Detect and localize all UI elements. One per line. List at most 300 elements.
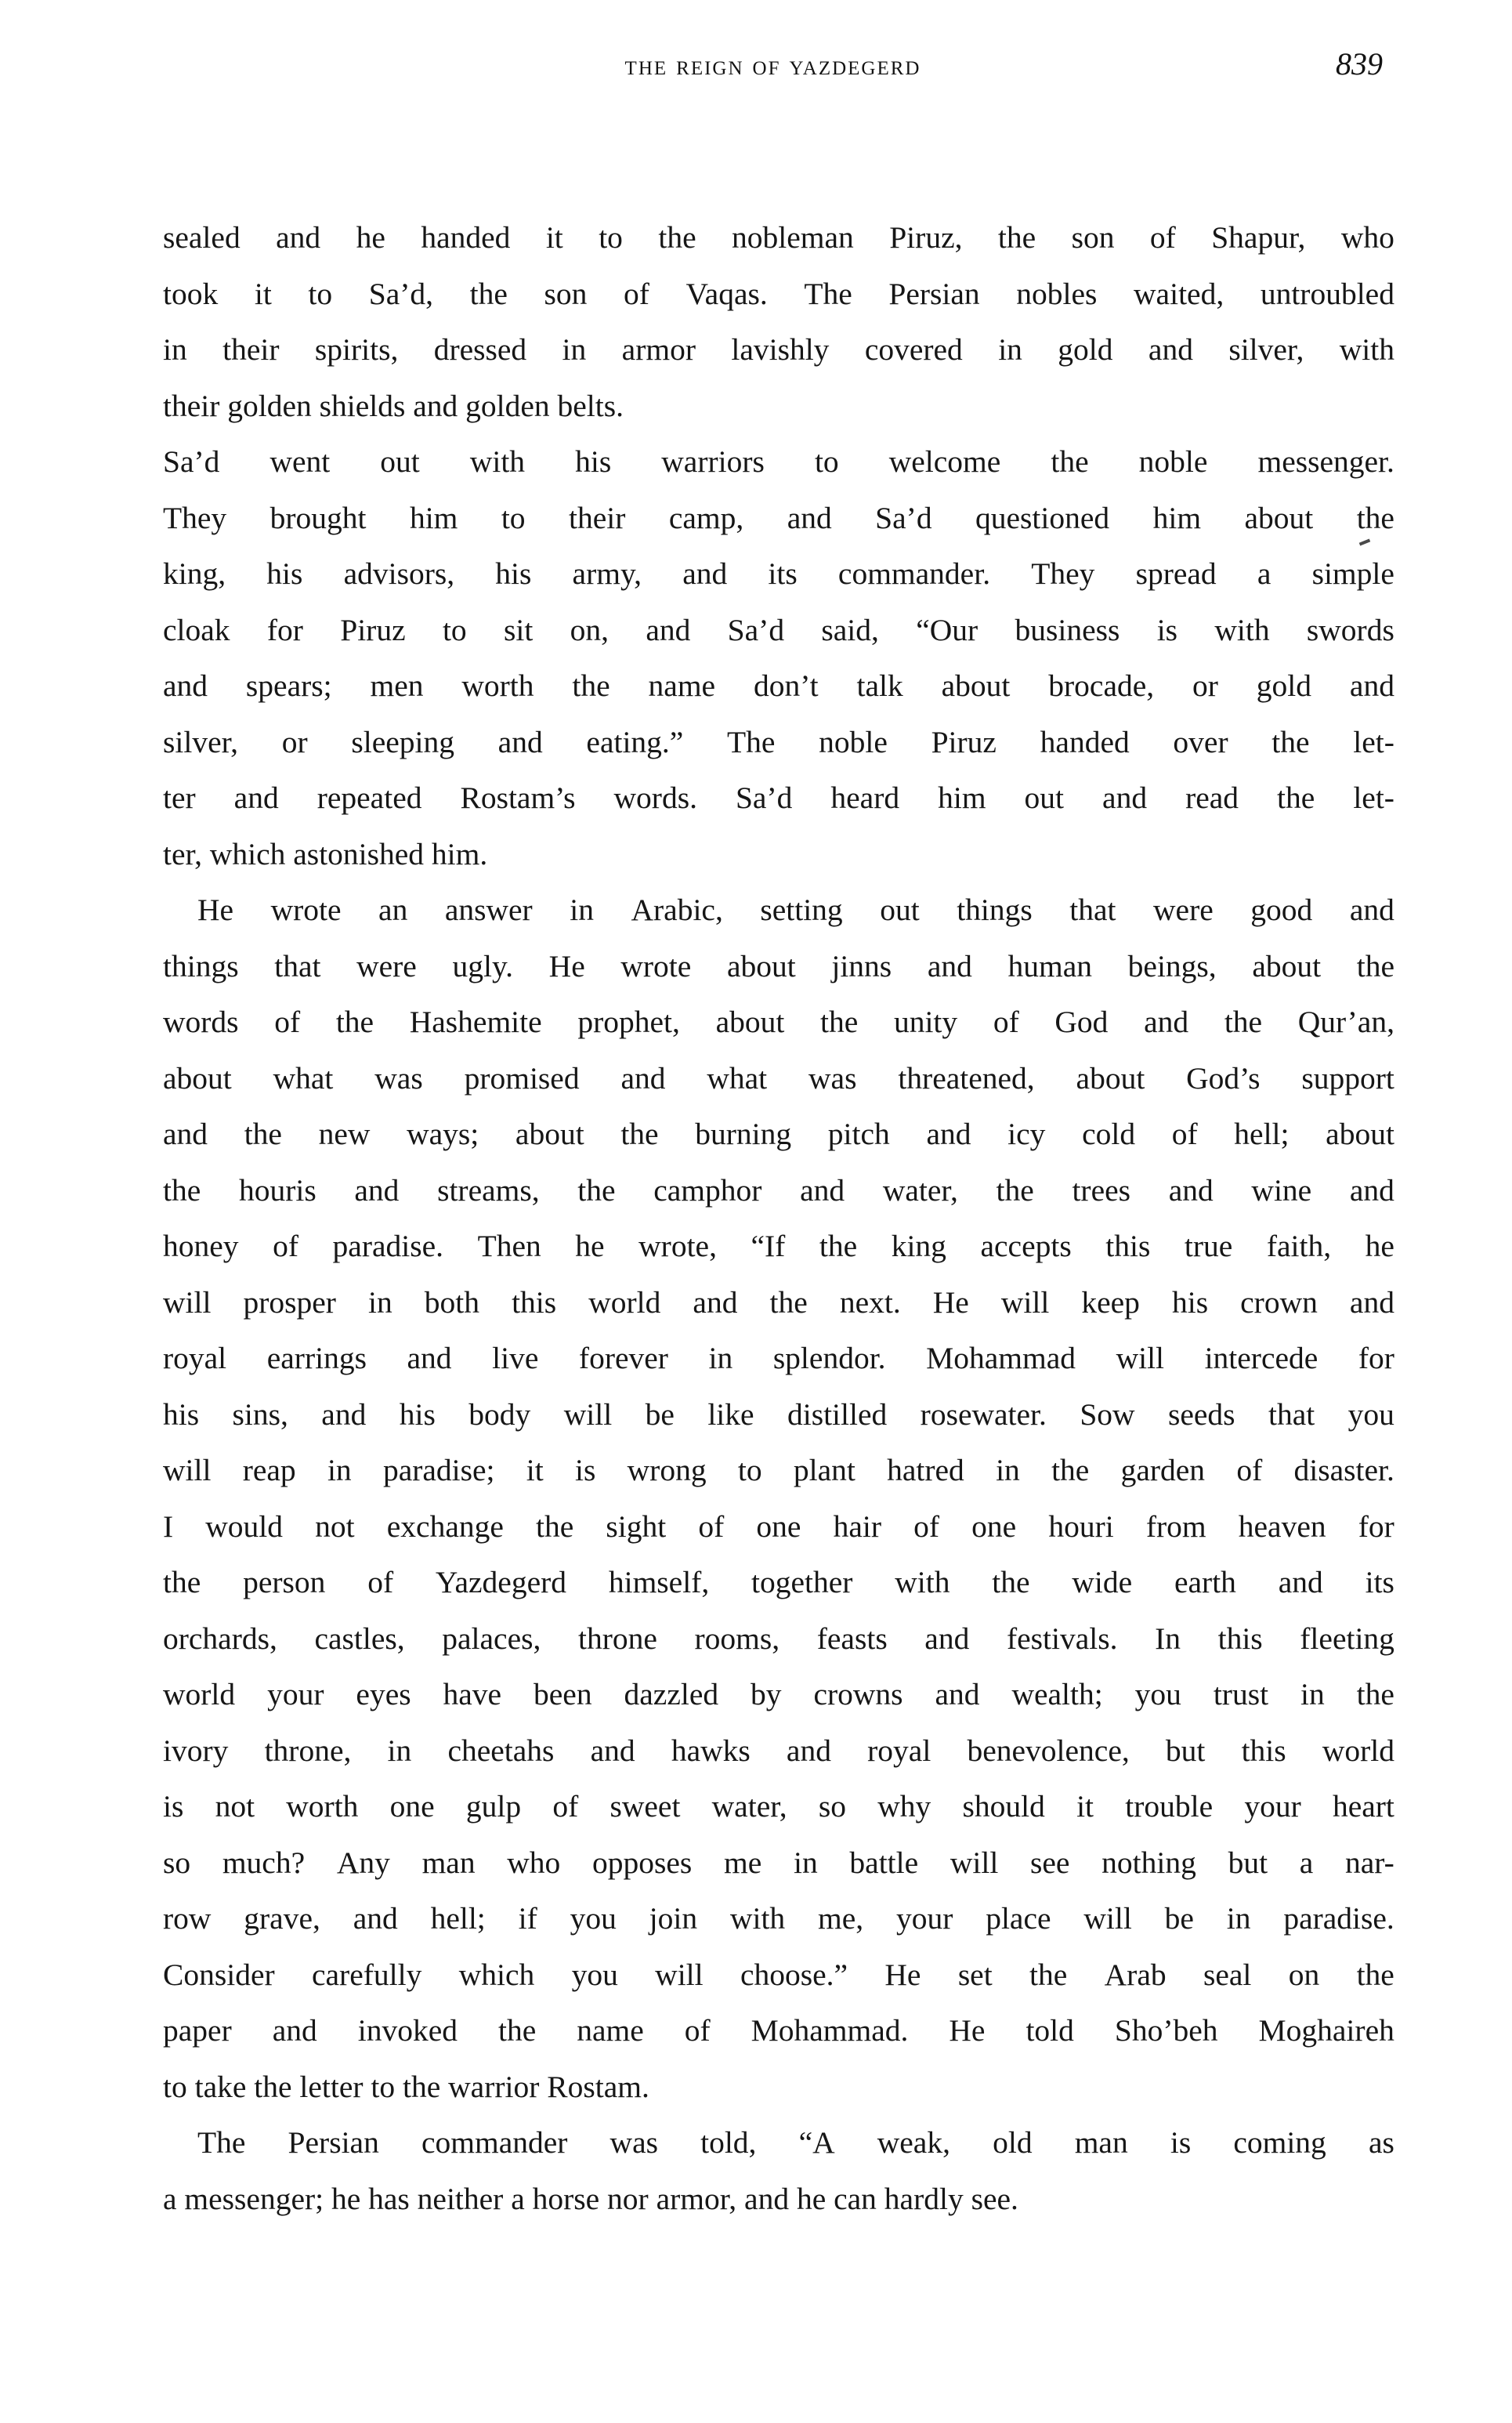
word: spirits, (314, 332, 399, 367)
word: king (891, 1229, 946, 1263)
word: and (590, 1733, 635, 1768)
word: and (786, 1733, 831, 1768)
word: that (1069, 893, 1116, 927)
word: The (727, 724, 776, 759)
word: and (1349, 668, 1394, 703)
word: this (1217, 1621, 1263, 1656)
word: beings, (1127, 948, 1217, 983)
word: should (962, 1789, 1045, 1824)
word: nobles (1016, 276, 1098, 311)
word: you (1347, 1396, 1394, 1432)
word: wrong (627, 1453, 707, 1487)
word: reap (242, 1453, 296, 1487)
word: simple (1311, 556, 1394, 591)
word: is (1170, 2125, 1192, 2160)
paragraph-persian-commander (163, 2115, 1394, 2227)
text-line (163, 210, 1394, 266)
word: name (648, 668, 716, 703)
word: to (442, 612, 467, 647)
word: rooms, (694, 1621, 780, 1656)
word: row (163, 1901, 212, 1936)
word: faith, (1266, 1229, 1332, 1263)
word: Yazdegerd (435, 1565, 567, 1599)
word: worth (286, 1789, 359, 1824)
text-line (163, 1947, 1394, 2004)
word: one (971, 1508, 1017, 1544)
word: garden (1120, 1453, 1206, 1487)
word: so (163, 1845, 191, 1880)
word: one (756, 1508, 801, 1544)
word: unity (893, 1005, 958, 1039)
word: the (1051, 1453, 1090, 1487)
word: about (515, 1117, 584, 1151)
word: covered (864, 332, 963, 367)
word: said, (821, 612, 879, 647)
word: throne, (264, 1733, 352, 1768)
word: for (1358, 1508, 1394, 1544)
word: prosper (243, 1284, 336, 1320)
word: Then (477, 1229, 541, 1263)
word: will (163, 1453, 212, 1487)
word: from (1145, 1508, 1206, 1544)
word: told (1025, 2013, 1074, 2048)
word: prophet, (577, 1005, 680, 1039)
word: were (356, 948, 417, 983)
text-line (163, 1163, 1394, 1219)
word: will (950, 1845, 999, 1880)
word: is (163, 1789, 184, 1824)
word: with (729, 1901, 786, 1936)
word: earrings (266, 1341, 367, 1375)
word: this (1105, 1229, 1151, 1263)
word: the (163, 1565, 201, 1599)
word: nothing (1101, 1845, 1196, 1880)
word: took (163, 276, 219, 311)
word: festivals. (1006, 1621, 1118, 1656)
word: repeated (317, 781, 422, 815)
word: person (243, 1565, 326, 1599)
text-line (163, 1387, 1394, 1443)
word: man (1074, 2125, 1128, 2160)
word: Persian (888, 276, 980, 311)
word: hair (833, 1508, 881, 1544)
word: that (274, 948, 321, 983)
word: noble (1138, 444, 1208, 479)
word: out (1024, 781, 1065, 815)
word: your (267, 1677, 324, 1711)
word: it (1076, 1789, 1094, 1824)
word: ivory (163, 1733, 229, 1768)
word: royal (163, 1341, 227, 1375)
word: will (1083, 1901, 1132, 1936)
word: paradise. (332, 1229, 444, 1263)
word: brought (269, 500, 367, 535)
word: their (222, 332, 280, 367)
word: him (409, 500, 458, 535)
word: let- (1353, 781, 1394, 815)
text-line (163, 1611, 1394, 1668)
word: the (1029, 1957, 1068, 1992)
word: carefully (311, 1957, 422, 1992)
word: the (469, 276, 508, 311)
word: in (570, 893, 594, 927)
word: Any (336, 1845, 390, 1880)
word: messenger. (1257, 444, 1394, 479)
word: trees (1072, 1172, 1131, 1208)
word: to (501, 500, 526, 535)
word: orchards, (163, 1621, 277, 1656)
word: battle (849, 1845, 919, 1880)
word: brocade, (1048, 668, 1155, 703)
word: of (913, 1508, 940, 1544)
word: went (269, 444, 331, 479)
word: of (684, 2013, 711, 2048)
text-line (163, 994, 1394, 1051)
word: its (1365, 1565, 1394, 1599)
word: untroubled (1260, 276, 1394, 311)
word: let- (1353, 724, 1394, 759)
word: “A (798, 2125, 835, 2160)
word: see (1030, 1845, 1070, 1880)
word: their (569, 500, 626, 535)
word: and (163, 668, 208, 703)
word: crowns (813, 1677, 903, 1711)
word: of (367, 1565, 394, 1599)
word: to (308, 276, 333, 311)
word: burning (695, 1117, 792, 1151)
word: noble (819, 724, 888, 759)
word: throne (577, 1621, 657, 1656)
text-line (163, 658, 1394, 715)
word: he (575, 1229, 605, 1263)
text-line (163, 266, 1394, 323)
text-line (163, 1667, 1394, 1723)
word: not (315, 1508, 355, 1544)
word: paradise; (382, 1453, 495, 1487)
word: you (1134, 1677, 1181, 1711)
word: and (646, 612, 691, 647)
word: He (197, 893, 234, 927)
word: handed (421, 220, 511, 255)
word: cloak (163, 612, 230, 647)
word: gulp (465, 1789, 522, 1824)
word: he (356, 220, 385, 255)
word: who (1340, 220, 1394, 255)
word: of (273, 1229, 298, 1263)
text-line: their golden shields and golden belts. (163, 388, 624, 423)
word: good (1250, 893, 1313, 927)
word: water, (711, 1789, 787, 1824)
word: hatred (887, 1453, 964, 1487)
word: business (1015, 612, 1120, 647)
word: place (986, 1901, 1051, 1936)
word: been (534, 1677, 592, 1711)
word: choose.” (740, 1957, 848, 1992)
word: Hashemite (409, 1005, 542, 1039)
word: the (1356, 1677, 1394, 1711)
word: out (880, 893, 920, 927)
word: setting (760, 893, 843, 927)
word: will (563, 1396, 613, 1432)
word: men (370, 668, 424, 703)
word: “Our (916, 612, 978, 647)
word: about (715, 1005, 785, 1039)
word: They (1031, 556, 1095, 591)
word: set (957, 1957, 993, 1992)
word: but (1165, 1733, 1206, 1768)
word: him (938, 781, 986, 815)
word: disaster. (1293, 1453, 1394, 1487)
word: spears; (245, 668, 332, 703)
word: wealth; (1011, 1677, 1103, 1711)
word: the (820, 1005, 859, 1039)
text-line (163, 1275, 1394, 1331)
word: world (1322, 1733, 1394, 1768)
word: which (458, 1957, 535, 1992)
word: benevolence, (967, 1733, 1130, 1768)
word: Sow (1080, 1396, 1135, 1432)
text-line (163, 491, 1394, 547)
word: weak, (877, 2125, 950, 2160)
word: questioned (975, 500, 1110, 535)
word: of (1149, 220, 1176, 255)
text-line (163, 2003, 1394, 2059)
word: with (1214, 612, 1270, 647)
word: read (1185, 781, 1239, 815)
word: your (1244, 1789, 1301, 1824)
word: spread (1135, 556, 1217, 591)
word: keep (1081, 1284, 1140, 1320)
word: his (266, 556, 303, 591)
word: on (1288, 1957, 1320, 1992)
word: would (205, 1508, 284, 1544)
word: ter (163, 781, 196, 815)
word: son (1071, 220, 1115, 255)
word: on, (570, 612, 609, 647)
word: of (1171, 1117, 1198, 1151)
word: of (552, 1789, 579, 1824)
word: eating.” (586, 724, 684, 759)
word: gold (1256, 668, 1312, 703)
word: his (163, 1396, 200, 1432)
word: the (1356, 500, 1394, 535)
word: wide (1072, 1565, 1133, 1599)
word: in (387, 1733, 412, 1768)
word: the (620, 1117, 659, 1151)
word: and (1144, 1005, 1189, 1039)
word: his (399, 1396, 436, 1432)
word: it (254, 276, 272, 311)
text-line (163, 1331, 1394, 1387)
word: an (378, 893, 408, 927)
word: and (233, 781, 279, 815)
word: coming (1233, 2125, 1326, 2160)
word: about (941, 668, 1011, 703)
word: heaven (1238, 1508, 1326, 1544)
word: things (957, 893, 1033, 927)
word: a (1299, 1845, 1314, 1880)
word: for (1358, 1341, 1394, 1375)
word: Piruz (931, 724, 997, 759)
word: will (655, 1957, 704, 1992)
word: and (1148, 332, 1193, 367)
word: support (1301, 1060, 1394, 1096)
word: welcome (888, 444, 1001, 479)
word: Sa’d (727, 612, 785, 647)
word: about (163, 1060, 232, 1096)
word: exchange (386, 1508, 504, 1544)
word: this (512, 1284, 557, 1320)
word: ways; (407, 1117, 479, 1151)
text-line (163, 882, 1394, 939)
word: Moghaireh (1258, 2013, 1394, 2048)
word: camp, (668, 500, 744, 535)
text-line (163, 1443, 1394, 1499)
word: The (804, 276, 852, 311)
word: it (526, 1453, 544, 1487)
text-line (163, 1051, 1394, 1107)
word: the (1051, 444, 1089, 479)
word: in (793, 1845, 818, 1880)
word: that (1268, 1396, 1315, 1432)
word: “If (751, 1229, 786, 1263)
word: I (163, 1508, 174, 1544)
word: and (497, 724, 543, 759)
word: royal (867, 1733, 931, 1768)
word: plant (793, 1453, 855, 1487)
word: the (244, 1117, 282, 1151)
word: one (389, 1789, 435, 1824)
word: water, (882, 1172, 958, 1208)
word: and (1349, 1284, 1394, 1320)
word: will (163, 1284, 212, 1320)
word: who (507, 1845, 561, 1880)
word: words (163, 1005, 239, 1039)
word: you (571, 1957, 618, 1992)
word: and (353, 1901, 398, 1936)
word: in (998, 332, 1022, 367)
word: Consider (163, 1957, 275, 1992)
word: the (572, 668, 610, 703)
word: words. (613, 781, 697, 815)
word: fleeting (1300, 1621, 1394, 1656)
word: forever (578, 1341, 668, 1375)
word: be (645, 1396, 675, 1432)
word: silver, (163, 724, 239, 759)
word: much? (222, 1845, 306, 1880)
word: sight (606, 1508, 667, 1544)
word: Shapur, (1211, 220, 1306, 255)
page-number: 839 (1336, 46, 1383, 81)
word: new (318, 1117, 371, 1151)
word: He (884, 1957, 921, 1992)
word: what (707, 1060, 768, 1096)
word: pitch (827, 1117, 890, 1151)
word: dazzled (624, 1677, 719, 1711)
word: it (545, 220, 563, 255)
text-line (163, 939, 1394, 995)
word: and (1349, 1172, 1394, 1208)
word: warriors (661, 444, 765, 479)
word: true (1184, 1229, 1233, 1263)
word: Arab (1104, 1957, 1167, 1992)
word: Arabic, (631, 893, 723, 927)
word: the (163, 1172, 201, 1208)
word: don’t (753, 668, 819, 703)
word: eyes (356, 1677, 411, 1711)
word: God’s (1186, 1060, 1261, 1096)
word: sweet (610, 1789, 681, 1824)
word: the (1356, 1957, 1394, 1992)
word: and (926, 1117, 971, 1151)
running-head-title: the reign of yazdegerd (624, 49, 921, 81)
word: in (1300, 1677, 1325, 1711)
word: his (495, 556, 532, 591)
word: seeds (1168, 1396, 1235, 1432)
word: answer (444, 893, 533, 927)
word: castles, (314, 1621, 405, 1656)
word: accepts (980, 1229, 1072, 1263)
word: Piruz (340, 612, 406, 647)
text-line (163, 603, 1394, 659)
word: the (992, 1565, 1030, 1599)
word: distilled (787, 1396, 888, 1432)
text-line (163, 1723, 1394, 1780)
word: Sa’d (735, 781, 793, 815)
word: the (577, 1172, 616, 1208)
word: this (1241, 1733, 1286, 1768)
word: the (536, 1508, 574, 1544)
word: Mohammad (926, 1341, 1076, 1375)
word: commander (421, 2125, 568, 2160)
word: hawks (671, 1733, 751, 1768)
word: the (335, 1005, 374, 1039)
text-line (163, 1499, 1394, 1556)
word: In (1155, 1621, 1181, 1656)
word: me, (818, 1901, 864, 1936)
word: to (814, 444, 839, 479)
word: houris (238, 1172, 317, 1208)
word: if (518, 1901, 537, 1936)
word: in (368, 1284, 392, 1320)
word: man (421, 1845, 476, 1880)
word: about (1252, 948, 1322, 983)
text-line: to take the letter to the warrior Rostam. (163, 2069, 649, 2104)
word: threatened, (898, 1060, 1035, 1096)
word: hell; (430, 1901, 486, 1936)
word: to (599, 220, 623, 255)
word: talk (856, 668, 903, 703)
word: nar- (1345, 1845, 1394, 1880)
word: streams, (437, 1172, 540, 1208)
word: together (751, 1565, 853, 1599)
word: be (1164, 1901, 1194, 1936)
text-line (163, 434, 1394, 491)
word: have (443, 1677, 502, 1711)
word: but (1228, 1845, 1268, 1880)
text-line (163, 1555, 1394, 1611)
word: wine (1251, 1172, 1312, 1208)
word: in (1226, 1901, 1251, 1936)
word: is (575, 1453, 596, 1487)
word: and (276, 220, 321, 255)
word: the (658, 220, 696, 255)
word: splendor. (772, 1341, 886, 1375)
word: join (649, 1901, 698, 1936)
word: the (997, 220, 1036, 255)
word: with (895, 1565, 950, 1599)
word: human (1007, 948, 1093, 983)
